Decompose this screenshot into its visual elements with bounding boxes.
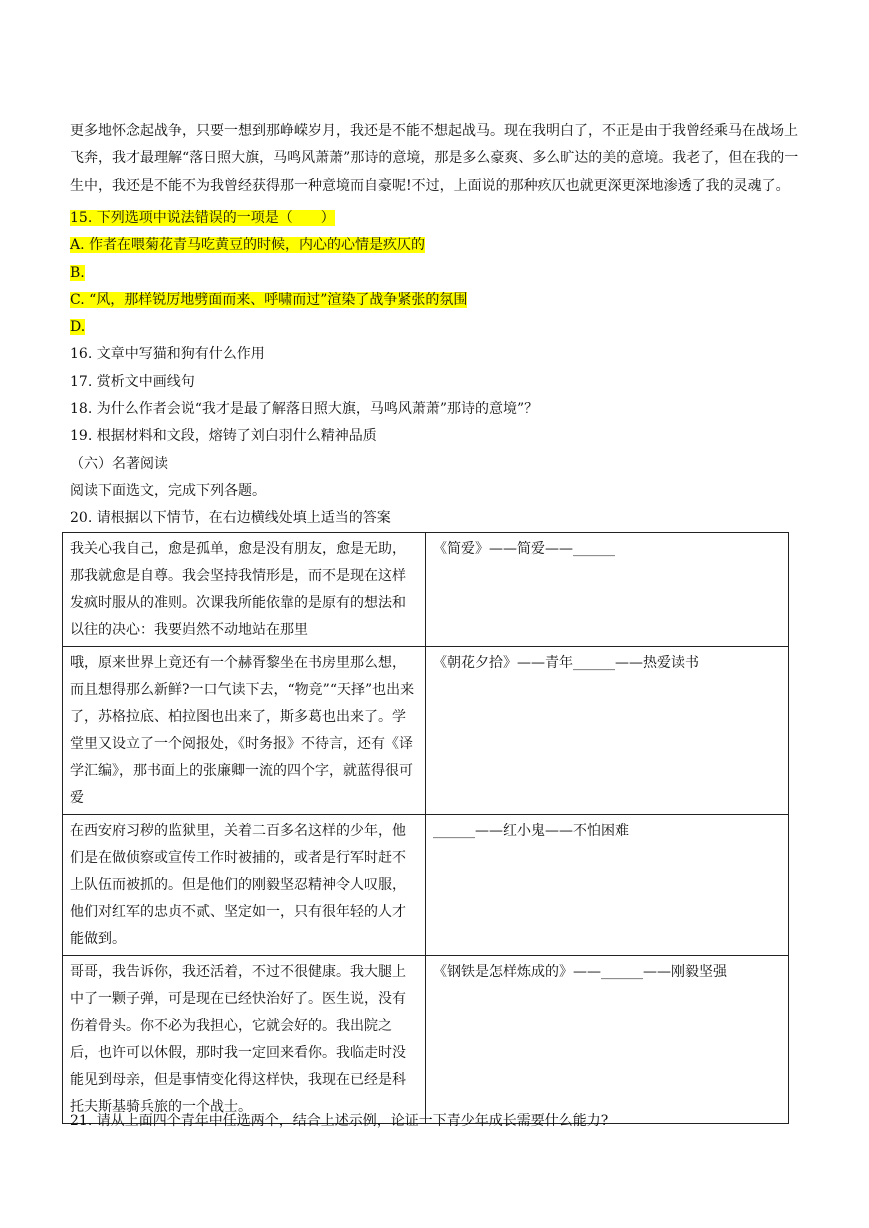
q15-stem: 15. 下列选项中说法错误的一项是（ ） bbox=[70, 210, 335, 226]
reading-instruction: 阅读下面选文，完成下列各题。 bbox=[70, 482, 266, 499]
excerpt-cell bbox=[63, 647, 426, 815]
q15-option-a: A. 作者在喂菊花青马吃黄豆的时候，内心的心情是疚仄的 bbox=[70, 237, 426, 254]
excerpt-text: 哥哥，我告诉你，我还活着，不过不很健康。我大腿上中了一颗子弹，可是现在已经快治好了。医生说，没有伤着骨头。你不必为我担心，它就会好的。我出院之后，也许可以休假，那时我一定回来看你。我临走时没能见到母亲，但是事情变化得这样快，我现在已经是科托夫斯基骑兵旅的一个战士。 bbox=[70, 964, 406, 1115]
answer-text: 《简爱》——简爱——______ bbox=[433, 541, 615, 557]
excerpt-cell bbox=[63, 815, 426, 956]
q18-text: 18. 为什么作者会说“我才是最了解落日照大旗，马鸣风萧萧”那诗的意境”？ bbox=[70, 401, 539, 418]
answer-text: 《朝花夕拾》——青年______——热爱读书 bbox=[433, 655, 699, 671]
answer-cell bbox=[426, 956, 789, 1124]
answer-text: 《钢铁是怎样炼成的》——______——刚毅坚强 bbox=[433, 964, 727, 980]
table-row bbox=[63, 647, 789, 815]
table-row bbox=[63, 815, 789, 956]
excerpt-cell bbox=[63, 533, 426, 647]
q20-text: 20. 请根据以下情节，在右边横线处填上适当的答案 bbox=[70, 510, 391, 527]
q15-option-d: D. bbox=[70, 319, 86, 336]
q15-option-b: B. bbox=[70, 264, 85, 281]
answer-cell bbox=[426, 815, 789, 956]
table-row bbox=[63, 533, 789, 647]
table-row bbox=[63, 956, 789, 1124]
q15-option-c: C. “风，那样锐厉地劈面而来、呼啸而过”渲染了战争紧张的氛围 bbox=[70, 291, 468, 308]
answer-text: ______——红小鬼——不怕困难 bbox=[433, 823, 629, 839]
q19-text: 19. 根据材料和文段，熔铸了刘白羽什么精神品质 bbox=[70, 428, 377, 445]
excerpt-text: 我关心我自己，愈是孤单，愈是没有朋友，愈是无助，那我就愈是自尊。我会坚持我情形是，而不是现在这样发疯时服从的准则。次课我所能依靠的是原有的想法和以往的决心：我要岿然不动地站在那里 bbox=[70, 541, 406, 638]
excerpt-text: 哦，原来世界上竟还有一个赫胥黎坐在书房里那么想，而且想得那么新鲜?一口气读下去，“物竞”“天择”也出来了，苏格拉底、柏拉图也出来了，斯多葛也出来了。学堂里又设立了一个阅报处，《时务报》不待言，还有《译学汇编》，那书面上的张廉卿一流的四个字，就蓝得很可爱 bbox=[70, 655, 415, 806]
answer-cell bbox=[426, 533, 789, 647]
excerpt-cell bbox=[63, 956, 426, 1124]
q17-text: 17. 赏析文中画线句 bbox=[70, 373, 195, 390]
q16-text: 16. 文章中写猫和狗有什么作用 bbox=[70, 346, 265, 363]
intro-paragraph: 更多地怀念起战争，只要一想到那峥嵘岁月，我还是不能不想起战马。现在我明白了，不正是由于我曾经乘马在战场上飞奔，我才最理解“落日照大旗，马鸣风萧萧”那诗的意境，那是多么豪爽、多么旷达的美的意境。我老了，但在我的一生中，我还是不能不为我曾经获得那一种意境而自豪呢!不过，上面说的那种疚仄也就更深更深地渗透了我的灵魂了。 bbox=[70, 123, 799, 194]
question-block bbox=[70, 205, 800, 533]
answer-cell bbox=[426, 647, 789, 815]
section-6-heading: （六）名著阅读 bbox=[70, 455, 168, 472]
q21-text: 21. 请从上面四个青年中任选两个，结合上述示例，论证一下青少年成长需要什么能力? bbox=[70, 1113, 609, 1129]
excerpt-text: 在西安府习秽的监狱里，关着二百多名这样的少年，他们是在做侦察或宣传工作时被捕的，或者是行军时赶不上队伍而被抓的。但是他们的刚毅坚忍精神令人叹服，他们对红军的忠贞不贰、坚定如一，只有很年轻的人才能做到。 bbox=[70, 823, 406, 947]
q20-table bbox=[62, 532, 789, 1124]
document-page bbox=[70, 118, 800, 200]
